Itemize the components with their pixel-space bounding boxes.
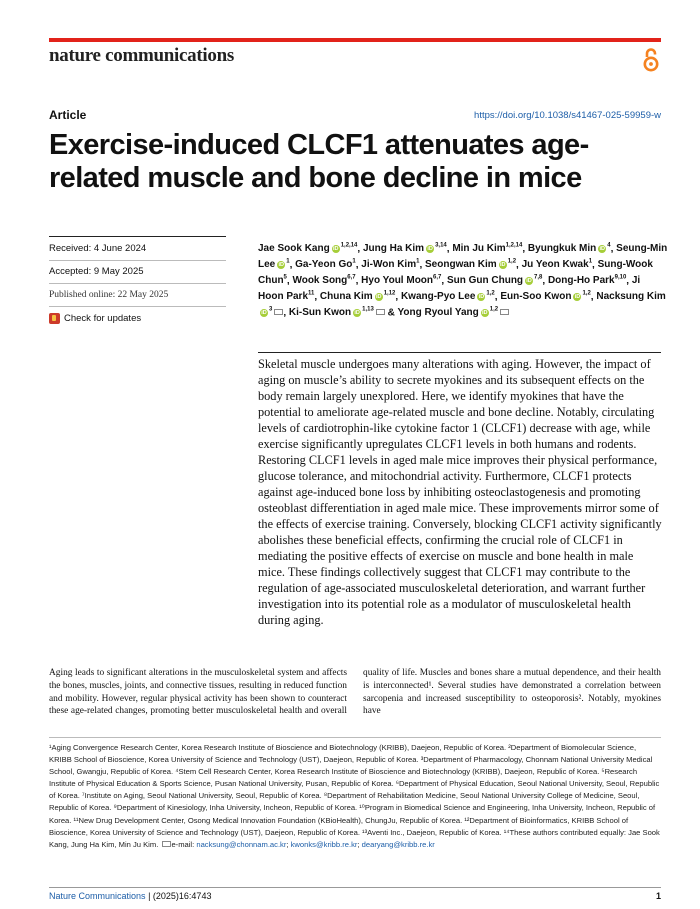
author-affiliation: 6,7	[433, 274, 442, 281]
article-type-label: Article	[49, 108, 87, 122]
email-link-2[interactable]: kwonks@kribb.re.kr	[290, 839, 358, 849]
author-name[interactable]	[522, 259, 592, 270]
author-list: Jae Sook Kang iD$^{1,2,14}$, Jung Ha Kim iD$^{3,14}$, Min Ju Kim$^{1,2,14}$, Byungkuk Min $iD^4$, Seung-Min Lee $iD^1$, Ga-Yeon Go$^1$, Ji-Won Kim$^1$, Seongwan Kim iD$^{1,2}$, Ju Yeon Kwak$^1$, Sung-Wook Chun$^5$, Wook Song$^{6,7}$, Hyo Youl Moon$^{6,7}$, Sun Gun Chung iD$^{7,8}$, Dong-Ho Park$^{9,10}$, Ji Hoon Park$^{11}$, Chuna Kim iD$^{1,12}$, Kwang-Pyo Lee iD$^{1,2}$, Eun-Soo Kwon iD$^{1,2}$, Nacksung KimiD$^3$ , Ki-Sun Kwon iD$^{1,13}$ & Yong Ryoul Yang iD$^{1,2}$	[258, 243, 668, 319]
author-name-text: Sun Gun Chung	[446, 275, 524, 287]
journal-name[interactable]: nature communications	[49, 45, 234, 66]
author-affiliation: 1,13	[362, 306, 374, 313]
orcid-icon[interactable]: iD	[478, 294, 485, 301]
author-name[interactable]	[361, 275, 441, 286]
author-name[interactable]	[452, 243, 522, 254]
orcid-icon[interactable]: iD	[599, 246, 606, 253]
article-title: Exercise-induced CLCF1 attenuates age-related muscle and bone decline in mice	[49, 129, 589, 194]
author-affiliation: 1	[416, 258, 420, 265]
author-affiliation: 1,2	[486, 290, 495, 297]
author-name[interactable]	[500, 291, 590, 302]
author-name-text: Hyo Youl Moon	[361, 275, 434, 287]
author-name-text: Chuna Kim	[319, 291, 373, 303]
check-for-updates-button[interactable]	[49, 313, 141, 324]
author-affiliation: 1,2	[582, 290, 591, 297]
email-label: e-mail:	[171, 839, 195, 849]
orcid-icon[interactable]: iD	[375, 294, 382, 301]
author-affiliation: 1,2,14	[340, 243, 358, 249]
author-affiliation: 1,12	[383, 290, 396, 297]
email-link-3[interactable]: dearyang@kribb.re.kr	[361, 839, 435, 849]
author-affiliation: 11	[308, 290, 315, 297]
author-name-text: Jung Ha Kim	[362, 243, 425, 255]
author-name-text: Ga-Yeon Go	[295, 259, 353, 271]
author-affiliation: 1,2,14	[505, 243, 523, 249]
affiliations-footnote: ¹Aging Convergence Research Center, Korea Research Institute of Bioscience and Biotechnology (KRIBB), Daejeon, Republic of Korea. ²Department of Biomolecular Science, KRIBB School of Bioscience, Korea University of Science and Technology (UST), Daejeon, Republic of Korea. ³Department of Pharmacology, Chonnam National University Medical School, Gwangju, Republic of Korea. ⁴Stem Cell Research Center, Korea Research Institute of Bioscience and Biotechnology (KRIBB), Daejeon, Republic of Korea. ⁵Research Institute of Physical Education & Sports Science, Pusan National University, Pusan, Republic of Korea. ⁶Department of Physical Education, Seoul National University, Seoul, Republic of Korea. ⁷Institute on Aging, Seoul National University, Seoul, Republic of Korea. ⁸Department of Rehabilitation Medicine, Seoul National University College of Medicine, Seoul, Republic of Korea. ⁹Department of Kinesiology, Inha University, Incheon, Republic of Korea. ¹⁰Program in Biomedical Science and Engineering, Inha University, Incheon, Republic of Korea. ¹¹New Drug Development Center, Osong Medical Innovation Foundation (KBioHealth), ChungJu, Republic of Korea. ¹²Department of Bioinformatics, KRIBB School of Bioscience, Korea University of Science and Technology (UST), Daejeon, Republic of Korea. ¹³Aventi Inc., Daejeon, Republic of Korea. ¹⁴These authors contributed equally: Jae Sook Kang, Jung Ha Kim, Min Ju Kim. e-mail: nacksung@chonnam.ac.kr; kwonks@kribb.re.kr; dearyang@kribb.re.kr	[49, 743, 660, 849]
author-affiliation: 3	[269, 306, 273, 313]
doi-link[interactable]: https://doi.org/10.1038/s41467-025-59959-w	[474, 110, 661, 121]
email-icon	[162, 841, 171, 847]
author-name[interactable]	[548, 275, 626, 286]
author-name[interactable]	[258, 243, 357, 254]
author-name[interactable]	[292, 275, 355, 286]
orcid-icon[interactable]: iD	[499, 262, 506, 269]
author-name-text: Seung-Min Lee	[258, 243, 668, 271]
author-affiliation: 3,14	[435, 243, 447, 249]
email-link-1[interactable]: nacksung@chonnam.ac.kr	[196, 839, 287, 849]
footer-volume-info: | (2025)16:4743	[148, 891, 212, 901]
author-name[interactable]	[447, 275, 542, 286]
check-updates-icon	[49, 313, 60, 324]
author-name-text: Sung-Wook Chun	[258, 259, 653, 287]
meta-top-rule	[49, 236, 226, 237]
author-name[interactable]	[289, 307, 385, 318]
introduction-text: Aging leads to significant alterations in the musculoskeletal system and affects the bones, muscles, joints, and connective tissues, resulting in reduced function and mobility. However, regular physical activity has been shown to counteract these age-related changes, promoting better musculoskeletal health and overall quality of life. Muscles and bones share a mutual dependence, and their health is interconnected¹. Several studies have demonstrated a correlation between sarcopenia and increased susceptibility to osteoporosis². Notably, myokines have	[49, 668, 661, 717]
author-name[interactable]	[363, 243, 447, 254]
orcid-icon[interactable]: iD	[332, 246, 339, 253]
author-name-text: Ji-Won Kim	[361, 259, 417, 271]
author-affiliation: 7,8	[534, 274, 543, 281]
author-affiliation: 1	[588, 258, 593, 265]
orcid-icon[interactable]: iD	[574, 294, 581, 301]
author-name[interactable]	[425, 259, 516, 270]
author-affiliation: 1	[352, 258, 356, 265]
orcid-icon[interactable]: iD	[278, 262, 284, 269]
footnote-rule	[49, 737, 661, 738]
received-date: Received: 4 June 2024	[49, 243, 226, 261]
author-affiliation: 4	[607, 243, 611, 249]
author-name-text: Seongwan Kim	[425, 259, 497, 271]
author-name-text: Ki-Sun Kwon	[288, 307, 352, 319]
author-affiliation: 1,2	[489, 306, 499, 313]
orcid-icon[interactable]: iD	[482, 310, 488, 317]
abstract-text: Skeletal muscle undergoes many alterations with aging. However, the impact of aging on muscle’s ability to secrete myokines and its subsequent effects on the body remain largely unexplored. Here, we identify myokines that have the potential to ameliorate age-related muscle and bone decline. Notably, circulating levels of cardiotrophin-like cytokine factor 1 (CLCF1) decrease with age, while exercise significantly upregulates CLCF1 levels in both humans and rodents. Restoring CLCF1 levels in aged male mice improves their physical performance, glucose tolerance, and mitochondrial activity. Furthermore, CLCF1 protects against age-induced bone loss by inhibiting osteoclastogenesis and promoting osteoblast differentiation in aged male mice. These improvements mirror some of the effects of exercise training. Conversely, blocking CLCF1 activity significantly abolishes these beneficial effects, confirming the crucial role of CLCF1 in mediating the positive effects of exercise on muscle and bone health in male mice. These findings collectively suggest that CLCF1 may contribute to the regulation of age-associated musculoskeletal deterioration, and warrant further investigation into its potential role as a modulator of musculoskeletal health during aging.	[258, 357, 662, 627]
author-name[interactable]	[295, 259, 356, 270]
author-affiliation: 1	[286, 258, 290, 265]
author-name-text: Kwang-Pyo Lee	[400, 291, 476, 303]
author-name-text: Ju Yeon Kwak	[521, 259, 589, 271]
author-name-text: Dong-Ho Park	[547, 275, 615, 287]
footer-rule	[49, 887, 661, 888]
author-name-text: Nacksung Kim	[596, 291, 666, 303]
author-name[interactable]	[320, 291, 395, 302]
footer-citation	[49, 891, 211, 901]
email-icon[interactable]	[376, 309, 385, 315]
abstract-top-rule	[258, 352, 661, 353]
header-top-rule	[49, 38, 661, 42]
author-name-text: Wook Song	[292, 275, 348, 287]
orcid-icon[interactable]: iD	[354, 310, 360, 317]
email-icon[interactable]	[274, 309, 283, 315]
orcid-icon[interactable]: iD	[526, 278, 532, 285]
author-name[interactable]	[528, 243, 611, 254]
author-name-text: Yong Ryoul Yang	[397, 307, 479, 319]
footer-journal-name[interactable]: Nature Communications	[49, 891, 146, 901]
page-number: 1	[655, 891, 661, 901]
author-name-text: Eun-Soo Kwon	[500, 291, 572, 303]
accepted-date: Accepted: 9 May 2025	[49, 266, 226, 284]
orcid-icon[interactable]: iD	[427, 246, 433, 253]
author-affiliation: 9,10	[614, 274, 627, 281]
author-affiliation: 5	[283, 274, 287, 281]
affiliations-text: ¹Aging Convergence Research Center, Korea Research Institute of Bioscience and Biotechnology (KRIBB), Daejeon, Republic of Korea. ²Department of Biomolecular Science, KRIBB School of Bioscience, Korea University of Science and Technology (UST), Daejeon, Republic of Korea. ³Department of Pharmacology, Chonnam National University Medical School, Gwangju, Republic of Korea. ⁴Stem Cell Research Center, Korea Research Institute of Bioscience and Biotechnology (KRIBB), Daejeon, Republic of Korea. ⁵Research Institute of Physical Education & Sports Science, Pusan National University, Pusan, Republic of Korea. ⁶Department of Physical Education, Seoul National University, Seoul, Republic of Korea. ⁷Institute on Aging, Seoul National University, Seoul, Republic of Korea. ⁸Department of Rehabilitation Medicine, Seoul National University College of Medicine, Seoul, Republic of Korea. ⁹Department of Kinesiology, Inha University, Incheon, Republic of Korea. ¹⁰Program in Biomedical Science and Engineering, Inha University, Incheon, Republic of Korea. ¹¹New Drug Development Center, Osong Medical Innovation Foundation (KBioHealth), ChungJu, Republic of Korea. ¹²Department of Bioinformatics, KRIBB School of Bioscience, Korea University of Science and Technology (UST), Daejeon, Republic of Korea. ¹³Aventi Inc., Daejeon, Republic of Korea. ¹⁴These authors contributed equally: Jae Sook Kang, Jung Ha Kim, Min Ju Kim.	[49, 743, 660, 849]
author-name-text: Jae Sook Kang	[258, 243, 330, 255]
open-access-icon	[640, 47, 662, 73]
email-icon[interactable]	[500, 309, 509, 315]
author-name[interactable]	[401, 291, 495, 302]
published-date: Published online: 22 May 2025	[49, 290, 226, 307]
author-name[interactable]	[361, 259, 419, 270]
author-name-text: Byungkuk Min	[527, 243, 597, 255]
check-updates-label: Check for updates	[64, 313, 142, 324]
author-name-text: Ji Hoon Park	[258, 275, 641, 303]
author-name[interactable]	[397, 307, 509, 318]
orcid-icon[interactable]: iD	[261, 310, 267, 317]
author-ampersand: &	[387, 307, 395, 319]
author-name-text: Min Ju Kim	[452, 243, 506, 255]
author-affiliation: 1,2	[507, 258, 517, 265]
author-affiliation: 6,7	[347, 274, 356, 281]
